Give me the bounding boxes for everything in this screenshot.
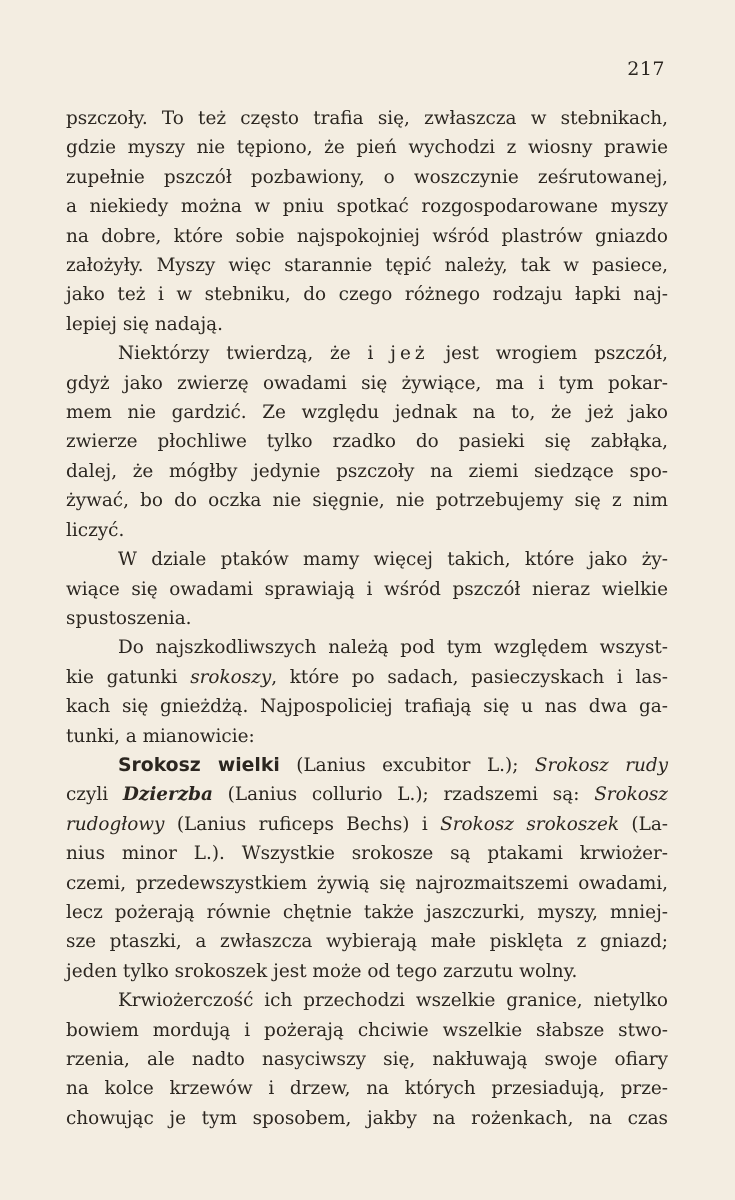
text-line	[66, 516, 668, 545]
text-segment: W dziale ptaków mamy więcej takich, które jako ży-	[118, 549, 668, 571]
text-line	[66, 163, 668, 192]
text-line	[66, 869, 668, 898]
text-segment: rudogłowy	[66, 813, 165, 835]
text-line	[66, 1045, 668, 1074]
text-line	[66, 575, 668, 604]
text-line	[66, 457, 668, 486]
text-segment: zwierze płochliwe tylko rzadko do pasieki się zabłąka,	[66, 431, 668, 453]
text-line	[66, 310, 668, 339]
text-segment: czemi, przedewszystkiem żywią się najrozmaitszemi owadami,	[66, 872, 668, 894]
text-segment: spustoszenia.	[66, 607, 192, 629]
text-line	[66, 104, 668, 133]
text-segment: na kolce krzewów i drzew, na których przesiadują, prze-	[66, 1078, 668, 1100]
text-line	[66, 280, 668, 309]
text-line	[66, 369, 668, 398]
text-segment: kie gatunki	[66, 666, 191, 688]
text-line	[66, 545, 668, 574]
text-segment: lecz pożerają równie chętnie także jaszczurki, myszy, mniej-	[66, 901, 668, 923]
text-line	[66, 898, 668, 927]
text-segment: gdyż jako zwierzę owadami się żywiące, ma i tym pokar-	[66, 372, 668, 394]
text-line	[66, 1074, 668, 1103]
text-line	[66, 986, 668, 1015]
text-line	[66, 810, 668, 839]
text-segment: tunki, a mianowicie:	[66, 725, 255, 747]
text-line	[66, 1104, 668, 1133]
text-line	[66, 486, 668, 515]
text-line	[66, 663, 668, 692]
text-line	[66, 957, 668, 986]
text-line	[66, 604, 668, 633]
text-line	[66, 398, 668, 427]
text-segment: pszczoły. To też często trafia się, zwłaszcza w stebnikach,	[66, 108, 668, 129]
text-segment: Srokosz rudy	[534, 754, 668, 776]
text-segment: Srokosz wielki	[118, 754, 280, 776]
text-segment: mem nie gardzić. Ze względu jednak na to, że jeż jako	[66, 402, 668, 424]
text-line	[66, 751, 668, 780]
text-segment: jeden tylko srokoszek jest może od tego zarzutu wolny.	[66, 960, 578, 982]
text-segment: (Lanius excubitor L.);	[279, 754, 535, 776]
text-segment: srokoszy	[190, 666, 272, 688]
text-line	[66, 633, 668, 662]
text-line	[66, 192, 668, 221]
body-text	[66, 104, 668, 1133]
text-segment: rzenia, ale nadto nasyciwszy się, nakłuwają swoje ofiary	[66, 1049, 668, 1070]
text-segment: Srokosz	[594, 784, 668, 806]
text-segment: jest wrogiem pszczół,	[428, 343, 668, 365]
text-line	[66, 722, 668, 751]
text-segment: wiące się owadami sprawiają i wśród pszczół nieraz wielkie	[66, 578, 668, 600]
page-number: 217	[627, 58, 665, 80]
text-segment: Do najszkodliwszych należą pod tym względem wszyst-	[118, 637, 668, 659]
text-segment: założyły. Myszy więc starannie tępić należy, tak w pasiece,	[66, 255, 668, 277]
text-segment: jako też i w stebniku, do czego różnego rodzaju łapki naj-	[66, 284, 668, 306]
text-line	[66, 692, 668, 721]
text-segment: gdzie myszy nie tępiono, że pień wychodzi z wiosny prawie	[66, 137, 668, 159]
text-segment: na dobre, które sobie najspokojniej wśród plastrów gniazdo	[66, 225, 668, 247]
text-segment: liczyć.	[66, 519, 125, 541]
text-line	[66, 927, 668, 956]
text-segment: dalej, że mógłby jedynie pszczoły na ziemi siedzące spo-	[66, 460, 668, 482]
text-line	[66, 339, 668, 368]
text-line	[66, 222, 668, 251]
text-segment: (Lanius collurio L.); rzadszemi są:	[212, 784, 595, 806]
text-segment: Srokosz srokoszek	[440, 813, 620, 835]
text-segment: żywać, bo do oczka nie sięgnie, nie potrzebujemy się z nim	[66, 490, 668, 512]
text-segment: a niekiedy można w pniu spotkać rozgospodarowane myszy	[66, 196, 668, 218]
text-segment: sze ptaszki, a zwłaszcza wybierają małe pisklęta z gniazd;	[66, 931, 668, 953]
text-line	[66, 427, 668, 456]
text-segment: (La-	[619, 813, 669, 835]
text-line	[66, 251, 668, 280]
text-segment: kach się gnieżdżą. Najpospoliciej trafiają się u nas dwa ga-	[66, 696, 668, 718]
text-segment: czyli	[66, 784, 123, 806]
text-segment: bowiem mordują i pożerają chciwie wszelkie słabsze stwo-	[66, 1019, 668, 1041]
text-segment: chowując je tym sposobem, jakby na rożenkach, na czas	[66, 1107, 668, 1129]
text-segment: , które po sadach, pasieczyskach i las-	[271, 666, 668, 688]
text-segment: (Lanius ruficeps Bechs) i	[164, 813, 441, 835]
text-line	[66, 1016, 668, 1045]
text-segment: Krwiożerczość ich przechodzi wszelkie granice, nietylko	[118, 990, 668, 1012]
text-line	[66, 839, 668, 868]
text-line	[66, 780, 668, 809]
text-segment: zupełnie pszczół pozbawiony, o woszczynie ześrutowanej,	[66, 166, 668, 188]
text-segment: jeż	[390, 343, 429, 365]
text-line	[66, 133, 668, 162]
text-segment: Niektórzy twierdzą, że i	[118, 343, 391, 365]
text-segment: lepiej się nadają.	[66, 313, 223, 335]
text-segment: nius minor L.). Wszystkie srokosze są ptakami krwiożer-	[66, 843, 668, 865]
text-segment: Dzierzba	[122, 784, 213, 806]
